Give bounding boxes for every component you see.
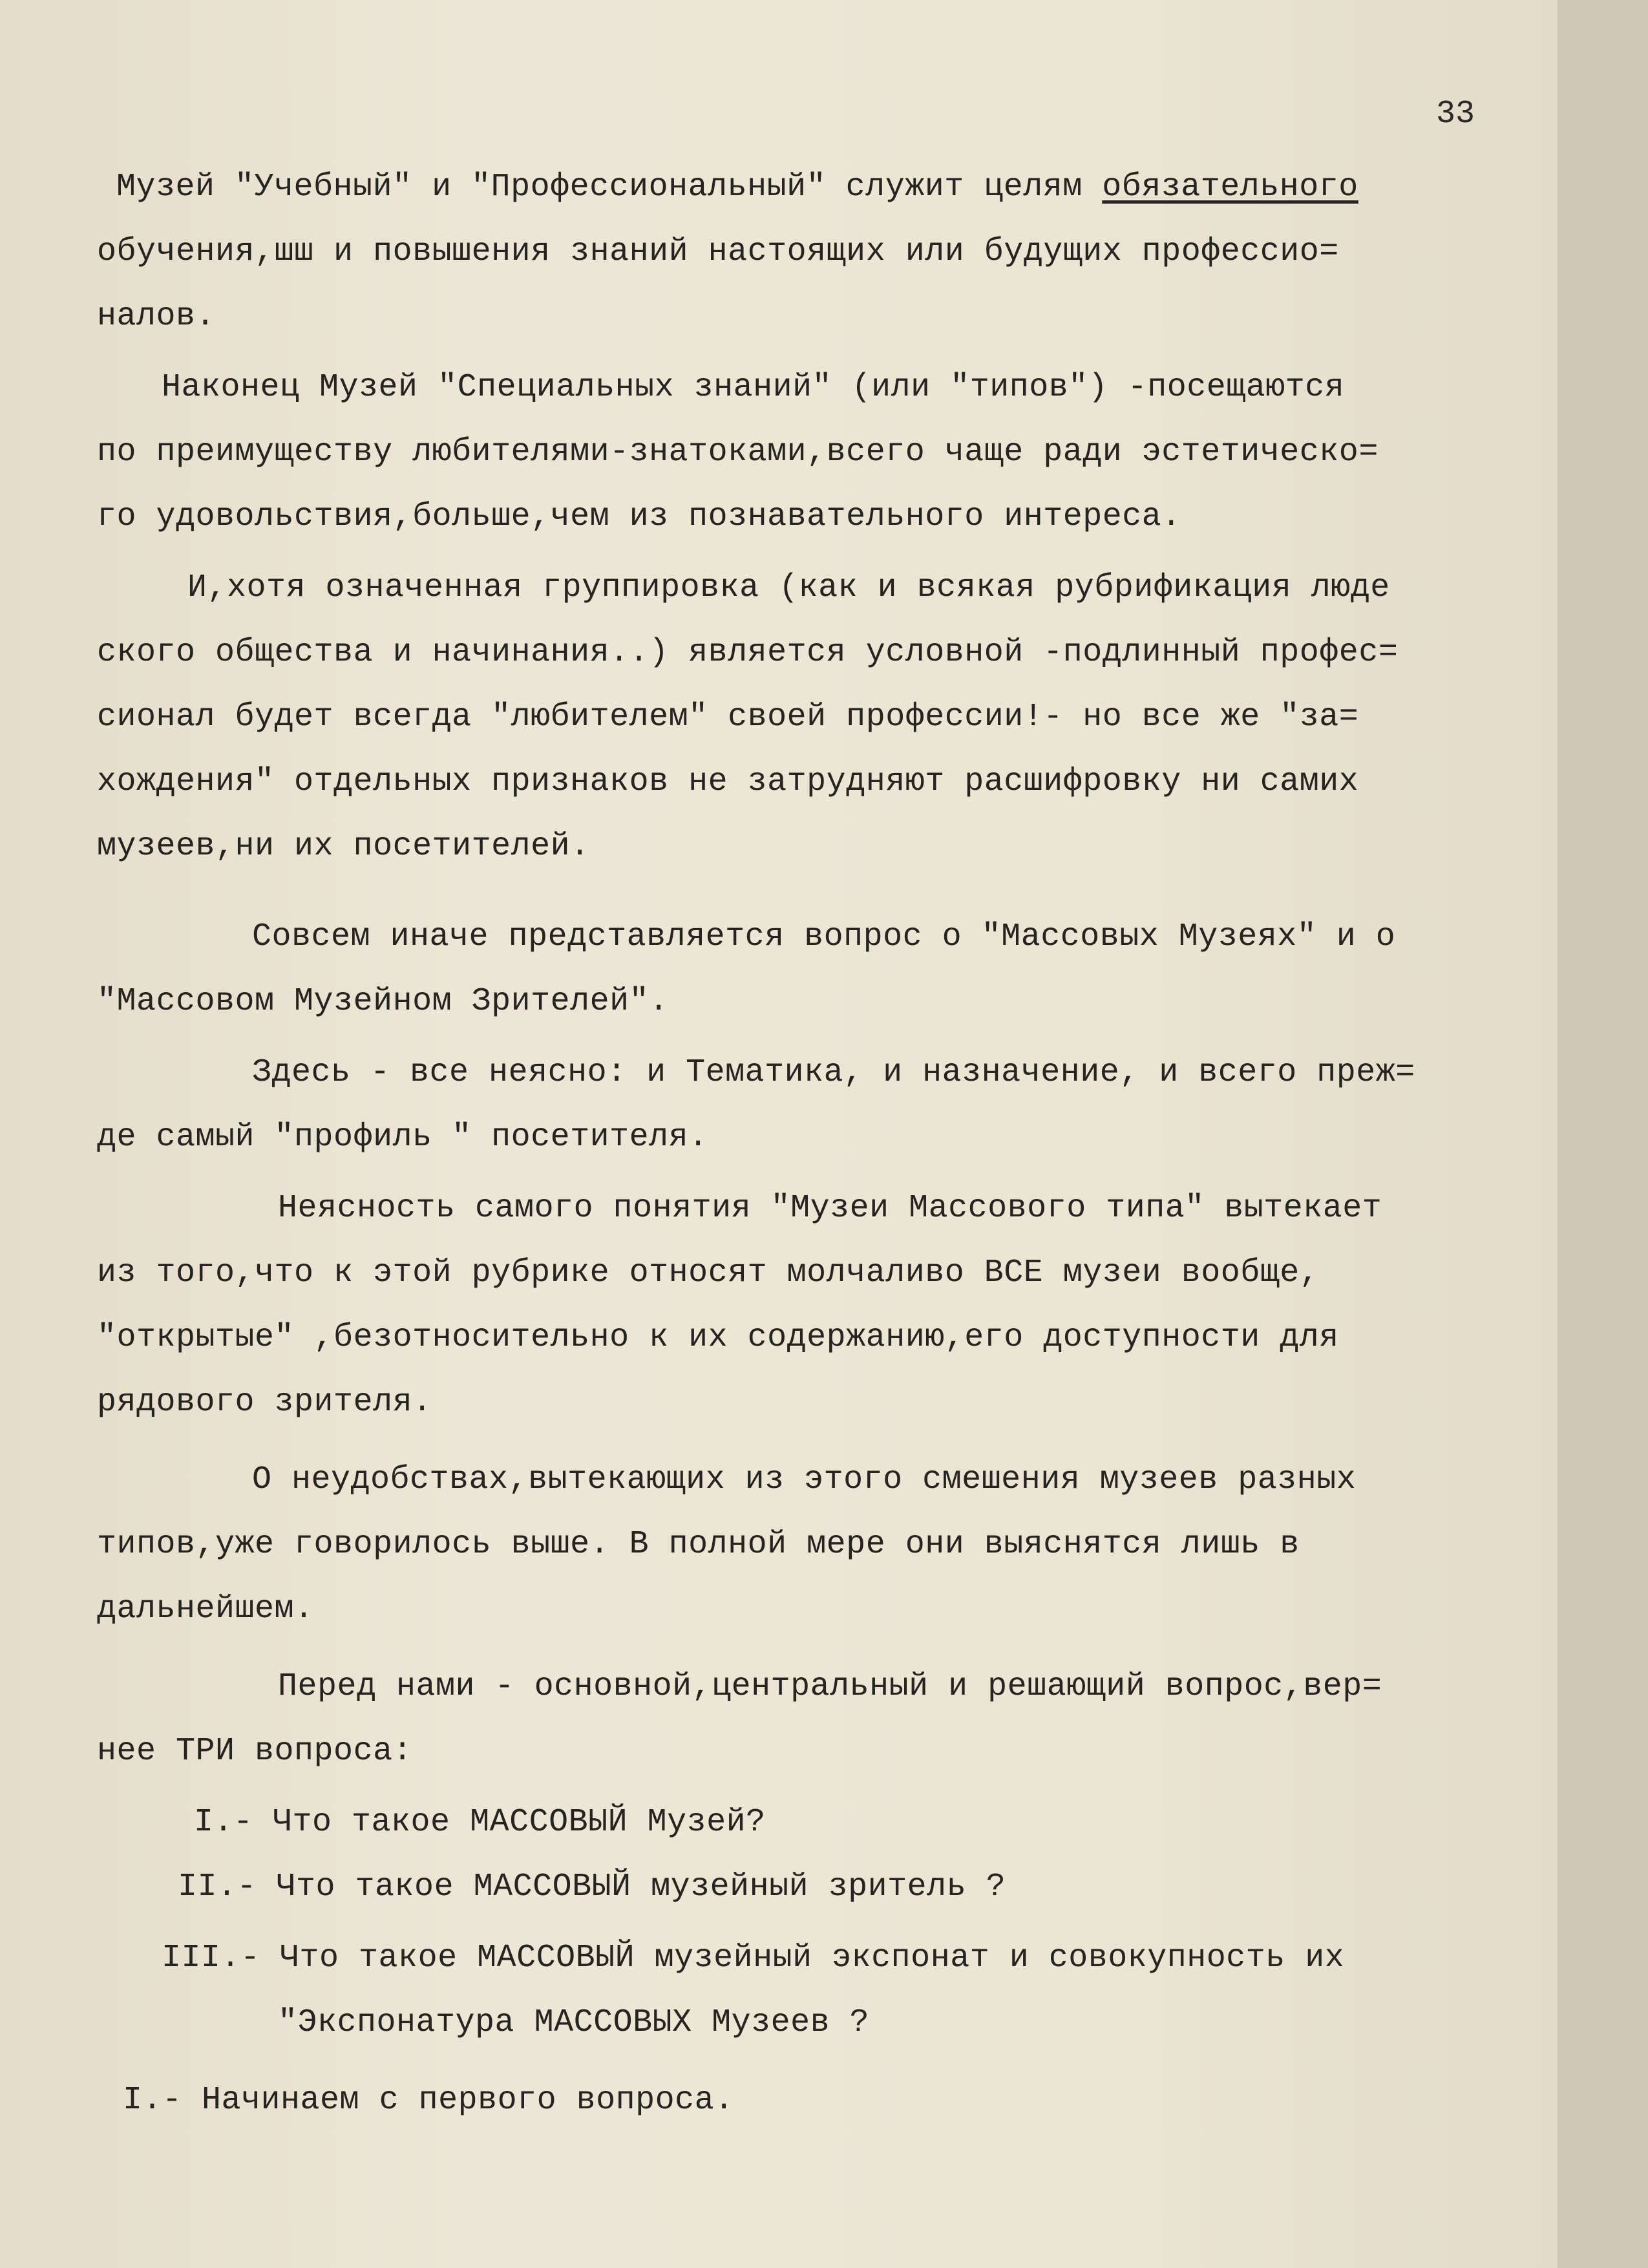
text-line: Музей "Учебный" и "Профессиональный" служит целям обязательного (116, 169, 1358, 206)
text-line: "Массовом Музейном Зрителей". (97, 983, 669, 1020)
text-line: Здесь - все неясно: и Тематика, и назначение, и всего преж= (252, 1054, 1415, 1091)
question-line-3-continued: "Экспонатура МАССОВЫХ Музеев ? (278, 2004, 870, 2041)
text-line: I.- Начинаем с первого вопроса. (123, 2082, 734, 2119)
text-line: И,хотя означенная группировка (как и всякая рубрификация люде (187, 569, 1390, 606)
text-line: Неясность самого понятия "Музеи Массового типа" вытекает (278, 1190, 1382, 1227)
text-line: типов,уже говорилось выше. В полной мере они выяснятся лишь в (97, 1526, 1300, 1563)
question-line-3: III.- Что такое МАССОВЫЙ музейный экспонат и совокупность их (162, 1940, 1345, 1977)
text-line: ского общества и начинания..) является условной -подлинный профес= (97, 634, 1399, 671)
question-line-1: I.- Что такое МАССОВЫЙ Музей? (194, 1804, 766, 1841)
text-line: музеев,ни их посетителей. (97, 828, 590, 865)
text-line: дальнейшем. (97, 1591, 314, 1627)
text-line: Перед нами - основной,центральный и решающий вопрос,вер= (278, 1668, 1382, 1705)
text-line: хождения" отдельных признаков не затрудняют расшифровку ни самих (97, 763, 1359, 800)
text-line: по преимуществу любителями-знатоками,всего чаще ради эстетическо= (97, 434, 1379, 471)
text-line: нее ТРИ вопроса: (97, 1733, 413, 1770)
text-line: обучения,шш и повышения знаний настоящих или будущих профессио= (97, 233, 1339, 270)
text-line: го удовольствия,больше,чем из познавательного интереса. (97, 498, 1181, 535)
text-line: Совсем иначе представляется вопрос о "Массовых Музеях" и о (252, 918, 1396, 955)
text-line: О неудобствах,вытекающих из этого смешения музеев разных (252, 1461, 1357, 1498)
text-line: "открытые" ,безотносительно к их содержанию,его доступности для (97, 1319, 1339, 1356)
question-line-2: II.- Что такое МАССОВЫЙ музейный зритель ? (178, 1869, 1006, 1905)
text-line: де самый "профиль " посетителя. (97, 1119, 708, 1156)
text-line: из того,что к этой рубрике относят молчаливо ВСЕ музеи вообще, (97, 1255, 1320, 1291)
page-number: 33 (1436, 96, 1475, 132)
paper-edge-shadow (1558, 0, 1648, 2268)
text-line: сионал будет всегда "любителем" своей профессии!- но все же "за= (97, 699, 1359, 736)
text-line: Наконец Музей "Специальных знаний" (или "типов") -посещаются (162, 369, 1345, 406)
text-line: налов. (97, 298, 216, 335)
text-line: рядового зрителя. (97, 1384, 432, 1421)
underlined-word: обязательного (1102, 169, 1358, 206)
